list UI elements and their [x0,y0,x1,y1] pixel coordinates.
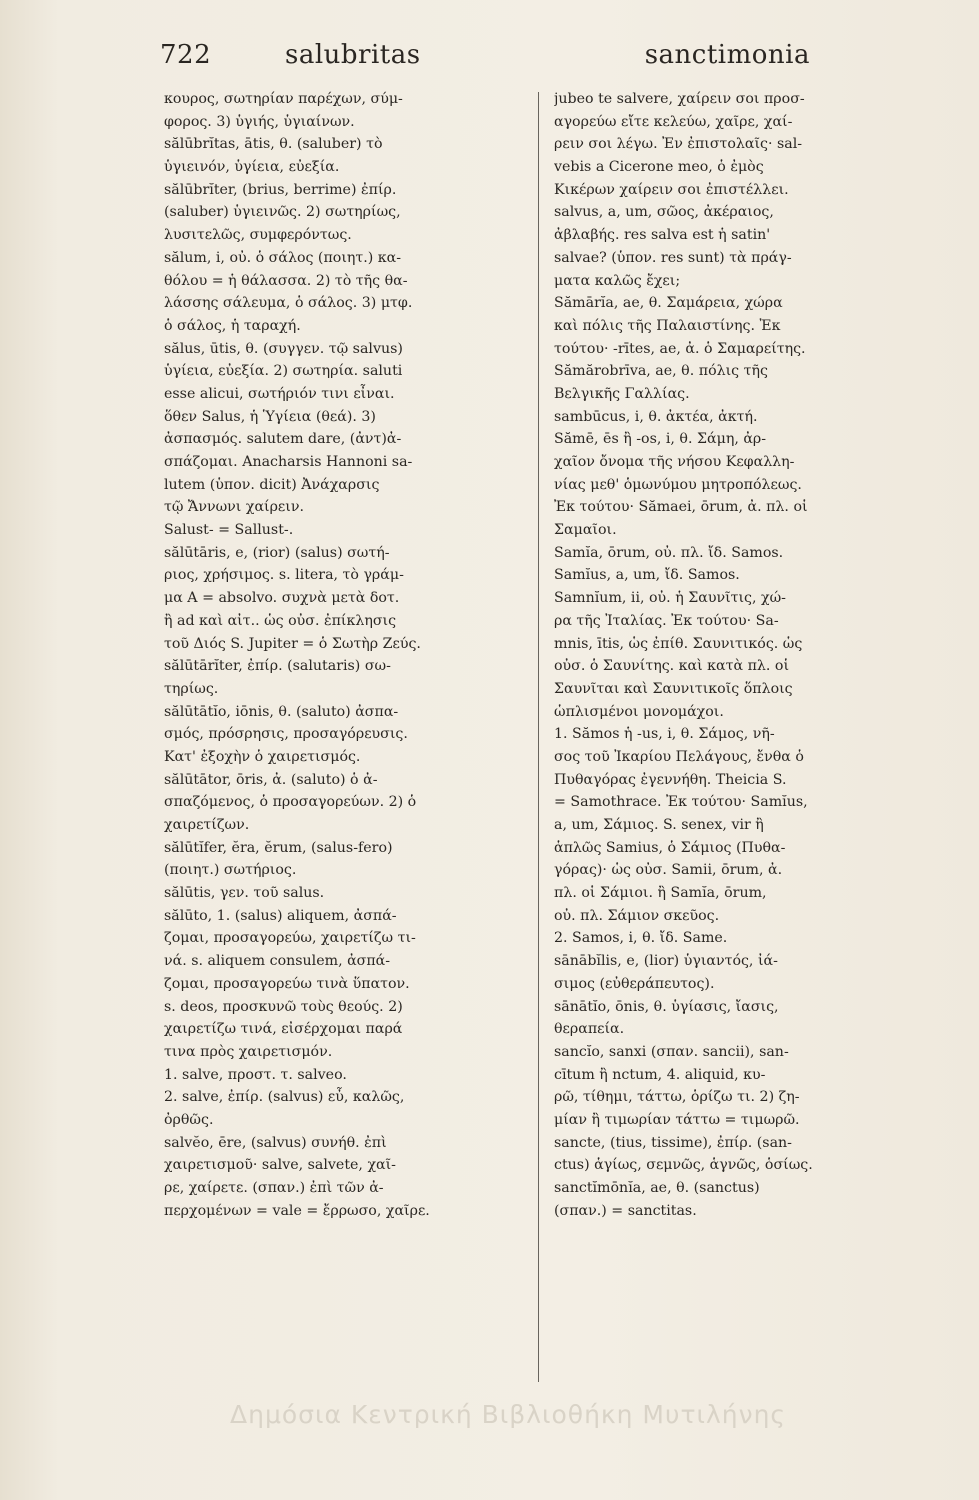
entry-line: ἀβλαβής. res salva est ἡ satin' [554,227,771,244]
entry-line: ζομαι, προσαγορεύω τινὰ ὕπατον. [164,975,410,992]
entry-line: γόρας)· ὡς οὐσ. Samii, ōrum, ἀ. [554,862,783,879]
entry-line: sălūbrĭter, (brius, berrime) ἐπίρ. [164,181,397,198]
entry-line: νίας μεθ' ὁμωνύμου μητροπόλεως. [554,476,802,493]
entry-line: ρειν σοι λέγω. Ἐν ἐπιστολαῖς· sal- [554,136,803,153]
entry-line: νά. s. aliquem consulem, ἀσπά- [164,953,391,970]
entry-line: ρε, χαίρετε. (σπαν.) ἐπὶ τῶν ἀ- [164,1180,384,1196]
entry-line: Samĭa, ōrum, οὐ. πλ. ἴδ. Samos. [554,544,784,561]
entry-line: a, um, Σάμιος. S. senex, vir ἢ [554,817,764,833]
entry-line: sānātĭo, ōnis, θ. ὑγίασις, ἴασις, [554,998,779,1015]
entry-line: ζομαι, προσαγορεύω, χαιρετίζω τι- [164,930,416,947]
entry-line: 2. Samos, i, θ. ἴδ. Same. [554,930,728,947]
entry-line: σπαζόμενος, ὁ προσαγορεύων. 2) ὁ [164,794,417,811]
entry-line: = Samothrace. Ἐκ τούτου· Samĭus, [554,794,808,811]
entry-line: sălūto, 1. (salus) aliquem, ἀσπά- [164,907,397,924]
entry-line: sanctĭmōnĭa, ae, θ. (sanctus) [554,1180,760,1196]
entry-line: ὡπλισμένοι μονομάχοι. [554,703,724,720]
entry-line: sălūtāris, e, (rior) (salus) σωτή- [164,544,390,561]
entry-line: ρῶ, τίθημι, τάττω, ὁρίζω τι. 2) ζη- [554,1089,800,1106]
entry-line: Sămārĭa, ae, θ. Σαμάρεια, χώρα [554,295,783,312]
entry-line: sălum, i, οὐ. ὁ σάλος (ποιητ.) κα- [164,249,402,266]
page-header [160,40,810,80]
entry-line: χαιρετίζω τινά, εἰσέρχομαι παρά [164,1021,403,1038]
entry-line: Κατ' ἐξοχὴν ὁ χαιρετισμός. [164,748,361,765]
entry-line: φορος. 3) ὑγιής, ὑγιαίνων. [164,113,355,130]
entry-line: sălūtātor, ōris, ἀ. (saluto) ὁ ἀ- [164,771,378,788]
entry-line: τῷ Ἄννωνι χαίρειν. [164,499,304,516]
entry-line: σος τοῦ Ἰκαρίου Πελάγους, ἔνθα ὁ [554,748,804,765]
left-column [164,88,522,1222]
entry-line: s. deos, προσκυνῶ τοὺς θεούς. 2) [164,998,403,1015]
entry-line: Sămē, ēs ἢ -os, i, θ. Σάμη, ἀρ- [554,431,767,448]
entry-line: (σπαν.) = sanctitas. [554,1202,697,1219]
entry-line: ριος, χρήσιμος. s. litera, τὸ γράμ- [164,567,404,584]
right-column [554,88,916,1222]
entry-line: πλ. οἱ Σάμιοι. ἢ Samĭa, ōrum, [554,885,767,902]
entry-line: χαιρετίζων. [164,817,250,833]
entry-line: τηρίως. [164,680,219,697]
entry-line: τούτου· -rītes, ae, ἀ. ὁ Σαμαρείτης. [554,340,806,357]
entry-line: sancte, (tius, tissime), ἐπίρ. (san- [554,1134,792,1151]
entry-line: Σαυνῖται καὶ Σαυνιτικοῖς ὅπλοις [554,680,793,697]
entry-line: ὑγιεινόν, ὑγίεια, εὐεξία. [164,159,340,176]
entry-line: ctus) ἁγίως, σεμνῶς, ἁγνῶς, ὁσίως. [554,1157,813,1174]
entry-line: Samĭus, a, um, ἴδ. Samos. [554,567,740,584]
entry-line: esse alicui, σωτήριόν τινι εἶναι. [164,385,395,402]
entry-line: χαῖον ὄνομα τῆς νήσου Κεφαλλη- [554,454,795,470]
entry-line: ἀσπασμός. salutem dare, (ἀντ)ἀ- [164,431,402,448]
entry-line: sălūtārĭter, ἐπίρ. (salutaris) σω- [164,658,391,675]
entry-line: οὐσ. ὁ Σαυνίτης. καὶ κατὰ πλ. οἱ [554,658,790,675]
entry-line: salvae? (ὑπον. res sunt) τὰ πράγ- [554,249,792,266]
entry-line: sălūtĭfer, ĕra, ĕrum, (salus-fero) [164,839,393,856]
entry-line: sambūcus, i, θ. ἀκτέα, ἀκτή. [554,408,758,425]
entry-line: Πυθαγόρας ἐγεννήθη. Theicia S. [554,771,787,788]
entry-line: sancĭo, sanxi (σπαν. sancii), san- [554,1043,789,1060]
entry-line: sălūbrĭtas, ātis, θ. (saluber) τὸ [164,136,383,153]
entry-line: 1. Sămos ἡ -us, i, θ. Σάμος, νῆ- [554,726,775,743]
entry-line: salvĕo, ēre, (salvus) συνήθ. ἐπὶ [164,1134,387,1151]
entry-line: χαιρετισμοῦ· salve, salvete, χαῖ- [164,1157,396,1174]
entry-line: 2. salve, ἐπίρ. (salvus) εὖ, καλῶς, [164,1089,405,1106]
entry-line: lutem (ὑπον. dicit) Ἀνάχαρσις [164,476,380,493]
entry-line: θόλου = ἡ θάλασσα. 2) τὸ τῆς θα- [164,272,408,289]
left-guide-word: salubritas [285,40,421,70]
entry-line: τινα πρὸς χαιρετισμόν. [164,1043,333,1060]
entry-line: σπάζομαι. Anacharsis Hannoni sa- [164,454,413,470]
entry-line: κουρος, σωτηρίαν παρέχων, σύμ- [164,91,403,107]
entry-line: sălūtis, γεν. τοῦ salus. [164,885,325,902]
entry-line: ἁπλῶς Samius, ὁ Σάμιος (Πυθα- [554,839,786,856]
entry-line: sălus, ūtis, θ. (συγγεν. τῷ salvus) [164,340,403,357]
entry-line: cītum ἢ nctum, 4. aliquid, κυ- [554,1066,766,1083]
entry-line: Sămărobrīva, ae, θ. πόλις τῆς [554,363,768,380]
entry-line: sānābĭlis, e, (lior) ὑγιαντός, ἰά- [554,953,778,970]
entry-line: ὁ σάλος, ἡ ταραχή. [164,317,301,334]
entry-line: λυσιτελῶς, συμφερόντως. [164,227,352,244]
entry-line: περχομένων = vale = ἔρρωσο, χαῖρε. [164,1202,430,1219]
column-divider [538,92,539,1382]
entry-line: vebis a Cicerone meo, ὁ ἐμὸς [554,159,764,176]
entry-line: σιμος (εὐθεράπευτος). [554,975,715,992]
entry-line: ρα τῆς Ἰταλίας. Ἐκ τούτου· Sa- [554,612,779,629]
entry-line: ὅθεν Salus, ἡ Ὑγίεια (θεά). 3) [164,408,376,425]
right-guide-word: sanctimonia [644,40,810,70]
entry-line: ματα καλῶς ἔχει; [554,272,681,289]
entry-line: τοῦ Διός S. Jupiter = ὁ Σωτὴρ Ζεύς. [164,635,421,652]
library-watermark: Δημόσια Κεντρική Βιβλιοθήκη Μυτιλήνης [230,1400,787,1429]
entry-line: 1. salve, προστ. τ. salveo. [164,1066,347,1083]
entry-line: μα A = absolvo. συχνὰ μετὰ δοτ. [164,590,400,607]
entry-line: Σαμαῖοι. [554,522,617,539]
entry-line: Salust- = Sallust-. [164,522,294,539]
entry-line: Βελγικῆς Γαλλίας. [554,385,690,402]
entry-line: (saluber) ὑγιεινῶς. 2) σωτηρίως, [164,204,401,221]
entry-line: ἢ ad καὶ αἰτ.. ὡς οὐσ. ἐπίκλησις [164,612,397,629]
entry-line: σμός, πρόσρησις, προσαγόρευσις. [164,726,408,743]
entry-line: Samnĭum, ii, οὐ. ἡ Σαυνῖτις, χώ- [554,590,786,607]
entry-line: οὐ. πλ. Σάμιον σκεῦος. [554,907,720,924]
entry-line: Ἐκ τούτου· Sămaei, ōrum, ἀ. πλ. οἱ [554,499,808,516]
entry-line: λάσσης σάλευμα, ὁ σάλος. 3) μτφ. [164,295,413,312]
entry-line: ὑγίεια, εὐεξία. 2) σωτηρία. saluti [164,363,403,380]
entry-line: Κικέρων χαίρειν σοι ἐπιστέλλει. [554,181,789,198]
entry-line: θεραπεία. [554,1021,625,1038]
entry-line: sălūtātĭo, iōnis, θ. (saluto) ἀσπα- [164,703,399,720]
entry-line: καὶ πόλις τῆς Παλαιστίνης. Ἐκ [554,317,781,334]
entry-line: ὀρθῶς. [164,1111,214,1128]
entry-line: (ποιητ.) σωτήριος. [164,862,297,879]
entry-line: salvus, a, um, σῶος, ἀκέραιος, [554,204,774,221]
entry-line: μίαν ἢ τιμωρίαν τάττω = τιμωρῶ. [554,1111,800,1128]
entry-line: mnis, ītis, ὡς ἐπίθ. Σαυνιτικός. ὡς [554,635,803,652]
page-number: 722 [160,40,212,70]
entry-line: jubeo te salvere, χαίρειν σοι προσ- [554,91,805,107]
entry-line: αγορεύω εἴτε κελεύω, χαῖρε, χαί- [554,113,793,130]
